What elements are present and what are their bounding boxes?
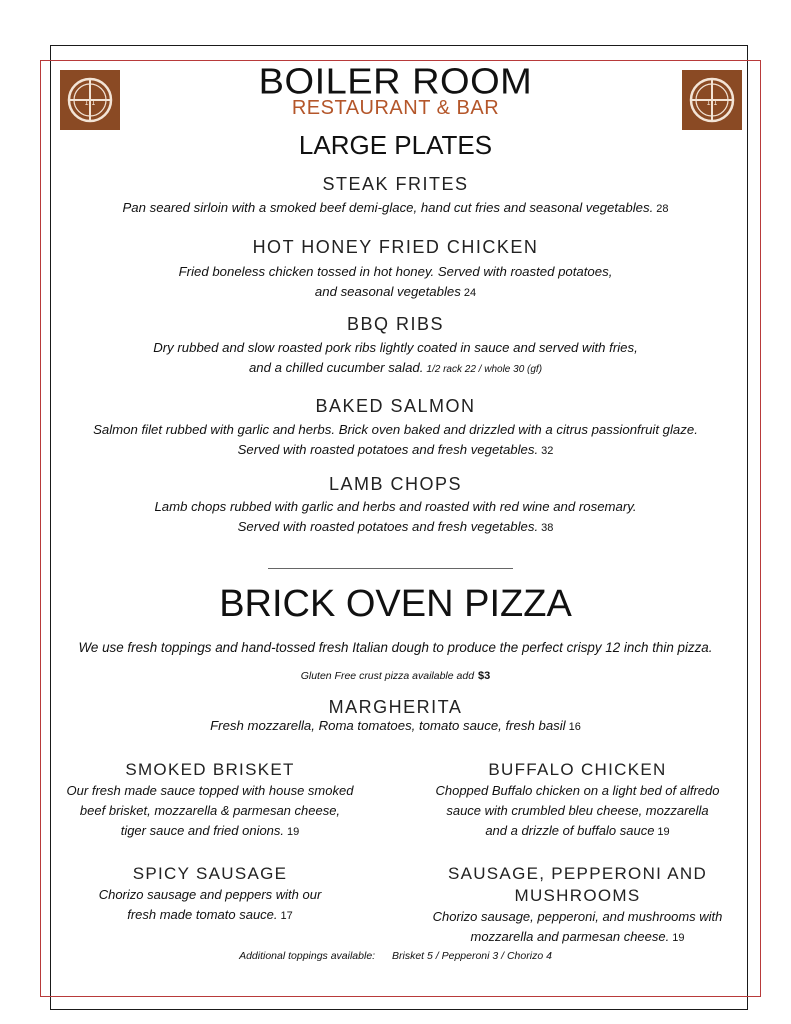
item-name: STEAK FRITES xyxy=(322,174,469,194)
item-name: SPICY SAUSAGE xyxy=(132,864,288,883)
item-desc: Fresh mozzarella, Roma tomatoes, tomato sauce, fresh basil 16 xyxy=(210,718,581,733)
item-name: SAUSAGE, PEPPERONI AND MUSHROOMS xyxy=(447,864,708,905)
item-price: 17 xyxy=(280,910,293,922)
pizza-item-buffalo-chicken xyxy=(410,759,745,842)
item-price: 19 xyxy=(657,826,670,838)
gluten-free-price: $3 xyxy=(478,670,491,682)
item-desc: Lamb chops rubbed with garlic and herbs and roasted with red wine and rosemary. Served with roasted potatoes and fresh vegetables. 38 xyxy=(154,499,637,534)
item-price: 24 xyxy=(463,287,477,299)
pizza-item-sausage-pepperoni-mushrooms xyxy=(410,863,745,948)
item-desc: Chopped Buffalo chicken on a light bed of alfredo sauce with crumbled bleu cheese, mozzarella and a drizzle of buffalo sauce 19 xyxy=(435,783,720,838)
item-desc: Pan seared sirloin with a smoked beef demi-glace, hand cut fries and seasonal vegetables. 28 xyxy=(122,200,669,215)
item-name: SMOKED BRISKET xyxy=(125,760,295,779)
item-desc: Salmon filet rubbed with garlic and herbs. Brick oven baked and drizzled with a citrus passionfruit glaze. Served with roasted potatoes and fresh vegetables. 32 xyxy=(93,422,698,457)
item-desc: Fried boneless chicken tossed in hot honey. Served with roasted potatoes, and seasonal vegetables 24 xyxy=(178,264,613,299)
item-name: HOT HONEY FRIED CHICKEN xyxy=(252,237,539,257)
item-price: 19 xyxy=(287,826,300,838)
item-price: 19 xyxy=(672,932,685,944)
item-name: LAMB CHOPS xyxy=(328,474,463,494)
large-plates-title: LARGE PLATES xyxy=(298,130,493,160)
item-name: BBQ RIBS xyxy=(346,314,445,334)
additional-toppings xyxy=(0,950,791,962)
item-name: MARGHERITA xyxy=(328,697,463,717)
item-name: BUFFALO CHICKEN xyxy=(488,760,667,779)
pizza-intro: We use fresh toppings and hand-tossed fresh Italian dough to produce the perfect crispy 12 inch thin pizza. xyxy=(78,640,713,655)
pizza-item-spicy-sausage xyxy=(60,863,360,926)
pizza-item-smoked-brisket xyxy=(60,759,360,842)
pizza-title: BRICK OVEN PIZZA xyxy=(219,583,572,625)
item-price: 28 xyxy=(656,203,669,215)
item-price: 1/2 rack 22 / whole 30 (gf) xyxy=(426,364,543,375)
brand-subtitle: RESTAURANT & BAR xyxy=(291,97,500,119)
item-desc: Dry rubbed and slow roasted pork ribs lightly coated in sauce and served with fries, and a chilled cucumber salad. 1/2 rack 22 / whole 30 (gf) xyxy=(153,340,638,375)
item-desc: Chorizo sausage and peppers with our fresh made tomato sauce. 17 xyxy=(98,887,322,922)
item-price: 32 xyxy=(541,445,554,457)
gluten-free-note: Gluten Free crust pizza available add $3 xyxy=(300,670,491,682)
svg-text:1 1: 1 1 xyxy=(84,99,96,107)
svg-text:1 1: 1 1 xyxy=(706,99,718,107)
item-price: 38 xyxy=(541,522,554,534)
item-name: BAKED SALMON xyxy=(315,396,476,416)
toppings-label: Additional toppings available: xyxy=(239,950,376,962)
section-divider xyxy=(268,568,513,569)
brand-name: BOILER ROOM xyxy=(258,62,533,102)
item-desc: Chorizo sausage, pepperoni, and mushrooms with mozzarella and parmesan cheese. 19 xyxy=(432,909,723,944)
toppings-list: Brisket 5 / Pepperoni 3 / Chorizo 4 xyxy=(392,950,552,962)
item-desc: Our fresh made sauce topped with house smoked beef brisket, mozzarella & parmesan cheese, tiger sauce and fried onions. 19 xyxy=(66,783,354,838)
item-price: 16 xyxy=(568,721,581,733)
